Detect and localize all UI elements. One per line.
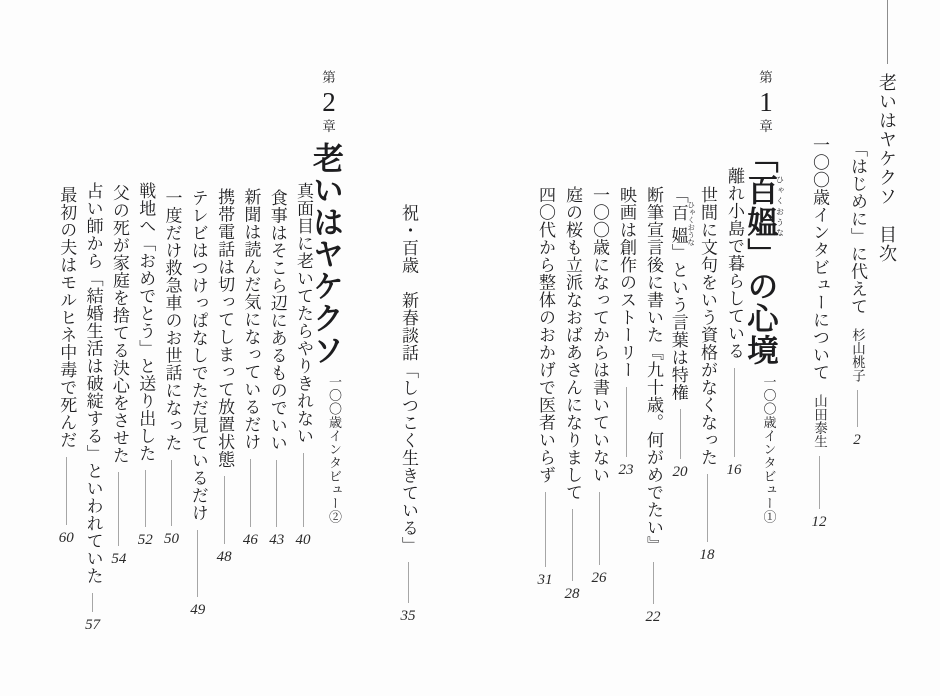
entry-text: [694, 186, 720, 466]
entry-text-run: 「: [668, 186, 688, 204]
leader-line: [118, 472, 119, 546]
chapter-label-prefix: 第: [759, 70, 773, 85]
ruby-base: 百媼: [668, 201, 688, 246]
toc-entry: [132, 182, 158, 548]
leader-line: [680, 409, 681, 459]
entry-text: [80, 182, 106, 585]
page-number: 31: [537, 571, 553, 588]
chapter-header: [311, 68, 347, 137]
entry-text: [106, 184, 132, 464]
leader-line: [303, 453, 304, 527]
entry-text-run: 一度だけ救急車のお世話になった: [162, 189, 182, 452]
toc-entry: [694, 186, 720, 563]
page-title: 老いはヤケクソ 目次: [877, 73, 897, 263]
toc-entry: [806, 136, 832, 530]
leader-line: [545, 492, 546, 567]
leader-line: [408, 562, 409, 603]
entry-text: 「はじめに」に代えて: [848, 140, 867, 315]
title-rule: [887, 0, 888, 64]
chapter-title: [742, 142, 785, 366]
entry-text-run: 携帯電話は切ってしまって放置状態: [215, 188, 235, 468]
leader-line: [819, 456, 820, 509]
entry-text-run: 「: [742, 142, 778, 174]
leader-line: [92, 593, 93, 612]
entry-text-run: 映画は創作のストーリー: [617, 186, 636, 379]
page-number: 28: [564, 585, 580, 602]
entry-text: [237, 188, 263, 451]
entry-text: [640, 186, 666, 554]
page-number: 49: [190, 601, 206, 618]
entry-text-run: 新聞は読んだ気になっているだけ: [241, 188, 261, 451]
entry-text: [211, 188, 237, 468]
leader-line: [734, 368, 735, 457]
entry-text-run: 断筆宣言後に書いた『九十歳。何がめでたい』: [644, 186, 663, 554]
page-number: 57: [85, 616, 101, 633]
entry-text: [559, 186, 585, 501]
toc-entry: [290, 182, 316, 548]
toc-entry: [559, 186, 585, 602]
toc-entry: [211, 188, 237, 565]
entry-text-run: 」という言葉は特権: [668, 243, 688, 401]
leader-line: [66, 457, 67, 525]
chapter-label-prefix: 第: [322, 70, 336, 85]
toc-entry: [185, 189, 211, 618]
page-number: 18: [699, 546, 715, 563]
entry-text-run: 老いはヤケクソ: [308, 142, 343, 366]
page-number: 50: [164, 530, 179, 547]
page-number: 2: [853, 431, 861, 448]
leader-line: [707, 474, 708, 542]
page-number: 60: [58, 529, 74, 546]
entry-text-run: 父の死が家庭を捨てる決心をさせた: [109, 184, 129, 464]
toc-entry: [80, 182, 106, 633]
page-number: 48: [216, 548, 232, 565]
chapter-label-suffix: 章: [759, 118, 773, 134]
page-number: 26: [591, 569, 607, 586]
entry-text-run: 四〇代から整体のおかげで医者いらず: [536, 186, 555, 484]
page-number: 35: [400, 607, 416, 624]
toc-entry: [53, 186, 79, 546]
toc-entry: [640, 186, 666, 625]
page-number: 12: [811, 513, 827, 530]
entry-text-run: テレビはつけっぱなしでただ見ているだけ: [188, 189, 208, 522]
chapter-subtitle: 一〇〇歳インタビュー①: [761, 375, 777, 524]
leader-line: [250, 459, 251, 527]
ruby-text: [742, 174, 785, 238]
entry-text: [185, 189, 211, 522]
toc-entry: [667, 186, 696, 480]
entry-text-run: 真面目に老いてたらやりきれない: [294, 182, 313, 445]
ruby-base: 百媼: [742, 174, 778, 238]
entry-text: [532, 186, 558, 484]
entry-text-run: 占い師から「結婚生活は破綻する」といわれていた: [83, 182, 103, 585]
entry-text-run: 最初の夫はモルヒネ中毒で死んだ: [57, 186, 77, 449]
leader-line: [572, 509, 573, 581]
page-number: 46: [242, 531, 258, 548]
chapter-number: 2: [322, 87, 336, 118]
entry-text-run: 一〇〇歳になってからは書いていない: [590, 186, 609, 484]
entry-text: [132, 182, 158, 462]
entry-text: [290, 182, 316, 445]
toc-entry: [844, 140, 870, 448]
leader-line: [171, 460, 172, 526]
leader-line: [276, 460, 277, 527]
page-number: 40: [295, 531, 311, 548]
entry-text-run: 離れ小島で暮らしている: [725, 167, 744, 360]
page-number: 23: [618, 461, 634, 478]
chapter-number: 1: [759, 87, 773, 118]
chapter-subtitle: 一〇〇歳インタビュー②: [327, 375, 342, 524]
toc-entry: [586, 186, 612, 586]
toc-entry: [532, 186, 558, 588]
leader-line: [145, 470, 146, 527]
entry-text-run: 戦地へ「おめでとう」と送り出した: [136, 182, 156, 462]
toc-entry: [159, 189, 185, 547]
leader-line: [857, 390, 858, 427]
entry-text: [613, 186, 639, 379]
ruby-text: [668, 201, 696, 246]
chapter-header: [748, 68, 784, 137]
chapter-label-suffix: 章: [322, 118, 336, 134]
leader-line: [599, 492, 600, 565]
toc-entry: [721, 167, 747, 478]
entry-text: [665, 186, 696, 401]
entry-text-run: 」の心境: [742, 238, 778, 366]
toc-entry: [237, 188, 263, 548]
entry-text-run: 食事はそこら辺にあるものでいい: [267, 189, 287, 452]
toc-entry: [613, 186, 639, 478]
author-name: 杉山桃子: [850, 328, 865, 382]
leader-line: [224, 476, 225, 544]
leader-line: [653, 562, 654, 604]
page-number: 43: [269, 531, 285, 548]
entry-text-run: 世間に文句をいう資格がなくなった: [698, 186, 717, 466]
author-name: 山田泰生: [812, 394, 827, 448]
leader-line: [197, 530, 198, 597]
page-number: 20: [672, 463, 688, 480]
entry-text: [264, 189, 290, 452]
page-number: 16: [726, 461, 742, 478]
ruby-annotation: ひゃくおうな: [686, 201, 696, 246]
entry-text: 一〇〇歳インタビューについて: [810, 136, 829, 381]
leader-line: [626, 387, 627, 457]
page-title-column: [872, 0, 902, 263]
entry-text: [53, 186, 79, 449]
toc-entry: [106, 184, 132, 567]
toc-entry: [264, 189, 290, 548]
entry-text: [721, 167, 747, 360]
entry-text: [159, 189, 185, 452]
page-number: 22: [645, 608, 661, 625]
ruby-annotation: ひゃくおうな: [775, 174, 785, 238]
entry-text-run: 庭の桜も立派なおばあさんになりまして: [563, 186, 582, 501]
page-number: 52: [137, 531, 153, 548]
page-number: 54: [111, 550, 127, 567]
entry-text: [586, 186, 612, 484]
entry-text: 祝・百歳 新春談話「しつこく生きている」: [399, 204, 418, 554]
toc-entry: [395, 204, 421, 624]
